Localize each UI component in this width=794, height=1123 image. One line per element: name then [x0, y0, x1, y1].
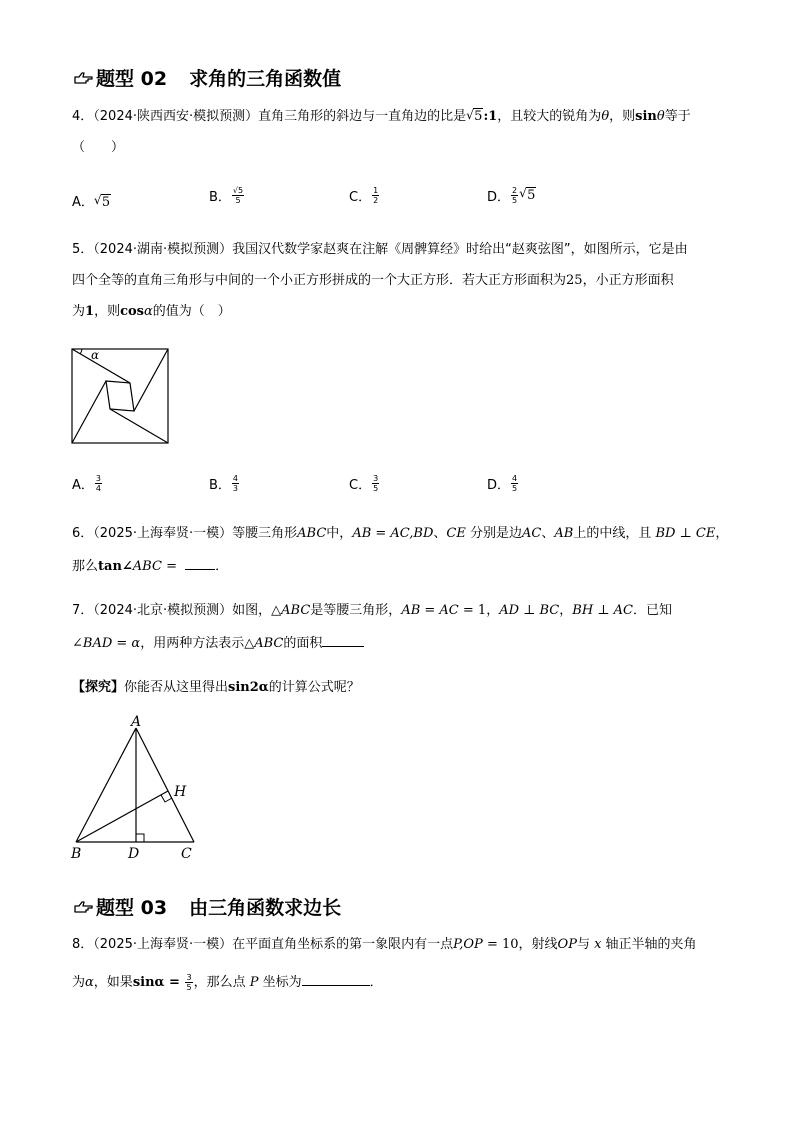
question-7-line2 — [72, 634, 364, 652]
question-5 — [72, 242, 688, 258]
question-source: （2024·陕西西安·模拟预测） — [93, 109, 259, 124]
math-op: OP — [557, 937, 577, 952]
math-perp: BD ⊥ CE — [655, 526, 716, 541]
question-text: ， — [559, 603, 573, 618]
question-text: 、 — [433, 526, 447, 541]
section-title: 求角的三角函数值 — [189, 68, 342, 90]
option-value: $\frac{3}{4}$ — [95, 474, 101, 493]
question-text: ． — [215, 559, 229, 574]
option-d[interactable] — [487, 474, 519, 493]
alpha-symbol: α — [143, 304, 153, 319]
question-source: （2024·北京·模拟预测） — [93, 603, 233, 618]
question-text: ，那么点 — [193, 975, 250, 990]
section-label: 题型 02 — [96, 68, 168, 90]
cos-symbol: cos — [120, 304, 144, 319]
option-d[interactable]: D． $\frac{2}{5}$ √ 5 — [487, 186, 536, 205]
question-text: 在平面直角坐标系的第一象限内有一点 — [232, 937, 454, 952]
question-text: 等腰三角形 — [232, 526, 298, 541]
question-text: 上的中线，且 — [573, 526, 656, 541]
section-label: 题型 03 — [96, 897, 168, 919]
equals-sign: = — [161, 559, 182, 574]
question-text: 分别是边 — [465, 526, 522, 541]
option-value: $\frac{4}{3}$ — [232, 474, 239, 493]
option-value: $\frac{4}{5}$ — [512, 474, 518, 493]
sin-symbol: sinα = — [132, 975, 185, 990]
section-heading-03 — [74, 893, 341, 920]
question-text-b: ，且较大的锐角为 — [497, 109, 602, 124]
sin2a-symbol: sin2α — [228, 680, 269, 695]
theta-symbol: θ — [601, 109, 610, 124]
math-ab: AB — [554, 526, 574, 541]
question-number: 7． — [72, 603, 94, 618]
question-text: 的计算公式呢？ — [268, 680, 360, 695]
hand-pointer-icon — [74, 70, 94, 86]
area-value: 1 — [85, 304, 95, 319]
question-text: 的面积 — [283, 636, 323, 651]
triangle-symbol: △ — [244, 636, 255, 651]
option-b[interactable] — [209, 186, 245, 205]
question-text: ．已知 — [632, 603, 672, 618]
question-source: （2024·湖南·模拟预测） — [93, 242, 233, 257]
math-equation: AB = AC = — [401, 603, 478, 618]
question-4 — [72, 109, 691, 125]
question-number: 4． — [72, 109, 94, 124]
question-text: 的值为（ ） — [152, 304, 231, 319]
option-c[interactable] — [349, 186, 380, 205]
question-text: ， — [486, 603, 500, 618]
question-text: 那么 — [72, 559, 99, 574]
section-title: 由三角函数求边长 — [189, 897, 342, 919]
label-b: B — [71, 846, 82, 862]
theta-symbol: θ — [656, 109, 665, 124]
sin-symbol: sin — [635, 109, 657, 124]
question-6 — [72, 526, 728, 542]
alpha-label: α — [91, 348, 100, 362]
question-number: 6． — [72, 526, 94, 541]
question-text: ，如果 — [93, 975, 133, 990]
math-abc: ABC — [281, 603, 311, 618]
math-abc: ABC — [132, 559, 162, 574]
question-text: ，则 — [94, 304, 121, 319]
option-value: $\frac{3}{5}$ — [373, 474, 379, 493]
math-angle: ∠BAD = α — [72, 636, 141, 651]
question-text: ， — [715, 526, 729, 541]
question-text: 、 — [541, 526, 555, 541]
explore-tag: 【探究】 — [72, 680, 125, 695]
question-5-line2 — [72, 273, 674, 289]
question-text: 你能否从这里得出 — [124, 680, 229, 695]
question-text: 坐标为 — [258, 975, 302, 990]
tan-symbol: tan∠ — [98, 559, 133, 574]
math-ten: 10 — [501, 937, 519, 952]
math-abc: ABC — [297, 526, 327, 541]
label-h: H — [174, 784, 187, 800]
question-text: 为 — [72, 975, 86, 990]
question-text: 如图， — [232, 603, 272, 618]
answer-paren: （ ） — [72, 140, 125, 155]
option-label: B． — [209, 190, 231, 205]
option-value: $\frac{2}{5}$ — [512, 186, 518, 205]
question-text: ，射线 — [518, 937, 558, 952]
math-ce: CE — [446, 526, 466, 541]
option-label: A． — [72, 195, 94, 210]
math-one: 1 — [477, 603, 487, 618]
option-value: √ 5 — [93, 193, 111, 210]
hand-pointer-icon — [74, 899, 94, 915]
question-8-line2 — [72, 973, 383, 992]
math-equation: P,OP = — [453, 937, 502, 952]
math-p: P — [249, 975, 259, 990]
question-source: （2025·上海奉贤·一模） — [93, 937, 233, 952]
option-c[interactable] — [349, 474, 380, 493]
question-text: ，小正方形面积 — [582, 273, 674, 288]
label-c: C — [181, 846, 192, 862]
option-value: $\frac{√5}{5}$ — [232, 186, 244, 205]
option-a[interactable] — [72, 474, 103, 493]
option-a[interactable] — [72, 191, 111, 210]
question-number: 8． — [72, 937, 94, 952]
question-text: ． — [369, 975, 383, 990]
fraction: $\frac{3}{5}$ — [186, 973, 192, 992]
question-source: （2025·上海奉贤·一模） — [93, 526, 233, 541]
option-value: $\frac{1}{2}$ — [373, 186, 379, 205]
answer-blank[interactable] — [185, 557, 215, 570]
label-d: D — [128, 846, 140, 862]
section-heading-02 — [74, 64, 341, 91]
math-perp: BH ⊥ AC — [572, 603, 633, 618]
explore-line — [72, 680, 360, 696]
isosceles-triangle-figure — [66, 712, 206, 862]
option-label: C． — [349, 190, 372, 205]
sqrt-expression: √ 5 — [466, 108, 483, 124]
triangle-symbol: △ — [271, 603, 282, 618]
question-text: 中， — [326, 526, 353, 541]
question-text: 与 — [576, 937, 595, 952]
answer-blank[interactable] — [302, 973, 370, 986]
option-label: D． — [487, 478, 511, 493]
math-x: x — [594, 937, 602, 952]
math-equation: AB = AC,BD — [352, 526, 434, 541]
question-text-d: 等于 — [664, 109, 691, 124]
area-value: 25 — [566, 273, 583, 288]
question-text: ，用两种方法表示 — [140, 636, 245, 651]
option-label: A． — [72, 478, 94, 493]
question-6-line2 — [72, 557, 228, 575]
question-text-c: ，则 — [609, 109, 636, 124]
option-b[interactable] — [209, 474, 240, 493]
option-label: D． — [487, 190, 511, 205]
question-7 — [72, 603, 672, 619]
question-5-line3 — [72, 304, 231, 320]
alpha-symbol: α — [85, 975, 94, 990]
question-text: 四个全等的直角三角形与中间的一个小正方形拼成的一个大正方形．若大正方形面积为 — [72, 273, 567, 288]
question-number: 5． — [72, 242, 94, 257]
zhao-shuang-figure — [70, 347, 170, 445]
question-text: 是等腰三角形， — [310, 603, 402, 618]
option-label: B． — [209, 478, 231, 493]
question-text: 直角三角形的斜边与一直角边的比是 — [258, 109, 467, 124]
math-abc: ABC — [254, 636, 284, 651]
math-perp: AD ⊥ BC — [499, 603, 560, 618]
answer-blank[interactable] — [322, 634, 364, 647]
question-8 — [72, 937, 697, 953]
question-text: 为 — [72, 304, 86, 319]
option-label: C． — [349, 478, 372, 493]
label-a: A — [131, 714, 142, 730]
math-ac: AC — [522, 526, 542, 541]
ratio-text: :1 — [483, 109, 498, 124]
question-text: 我国汉代数学家赵爽在注解《周髀算经》时给出“赵爽弦图”，如图所示，它是由 — [232, 242, 688, 257]
question-text: 轴正半轴的夹角 — [601, 937, 697, 952]
